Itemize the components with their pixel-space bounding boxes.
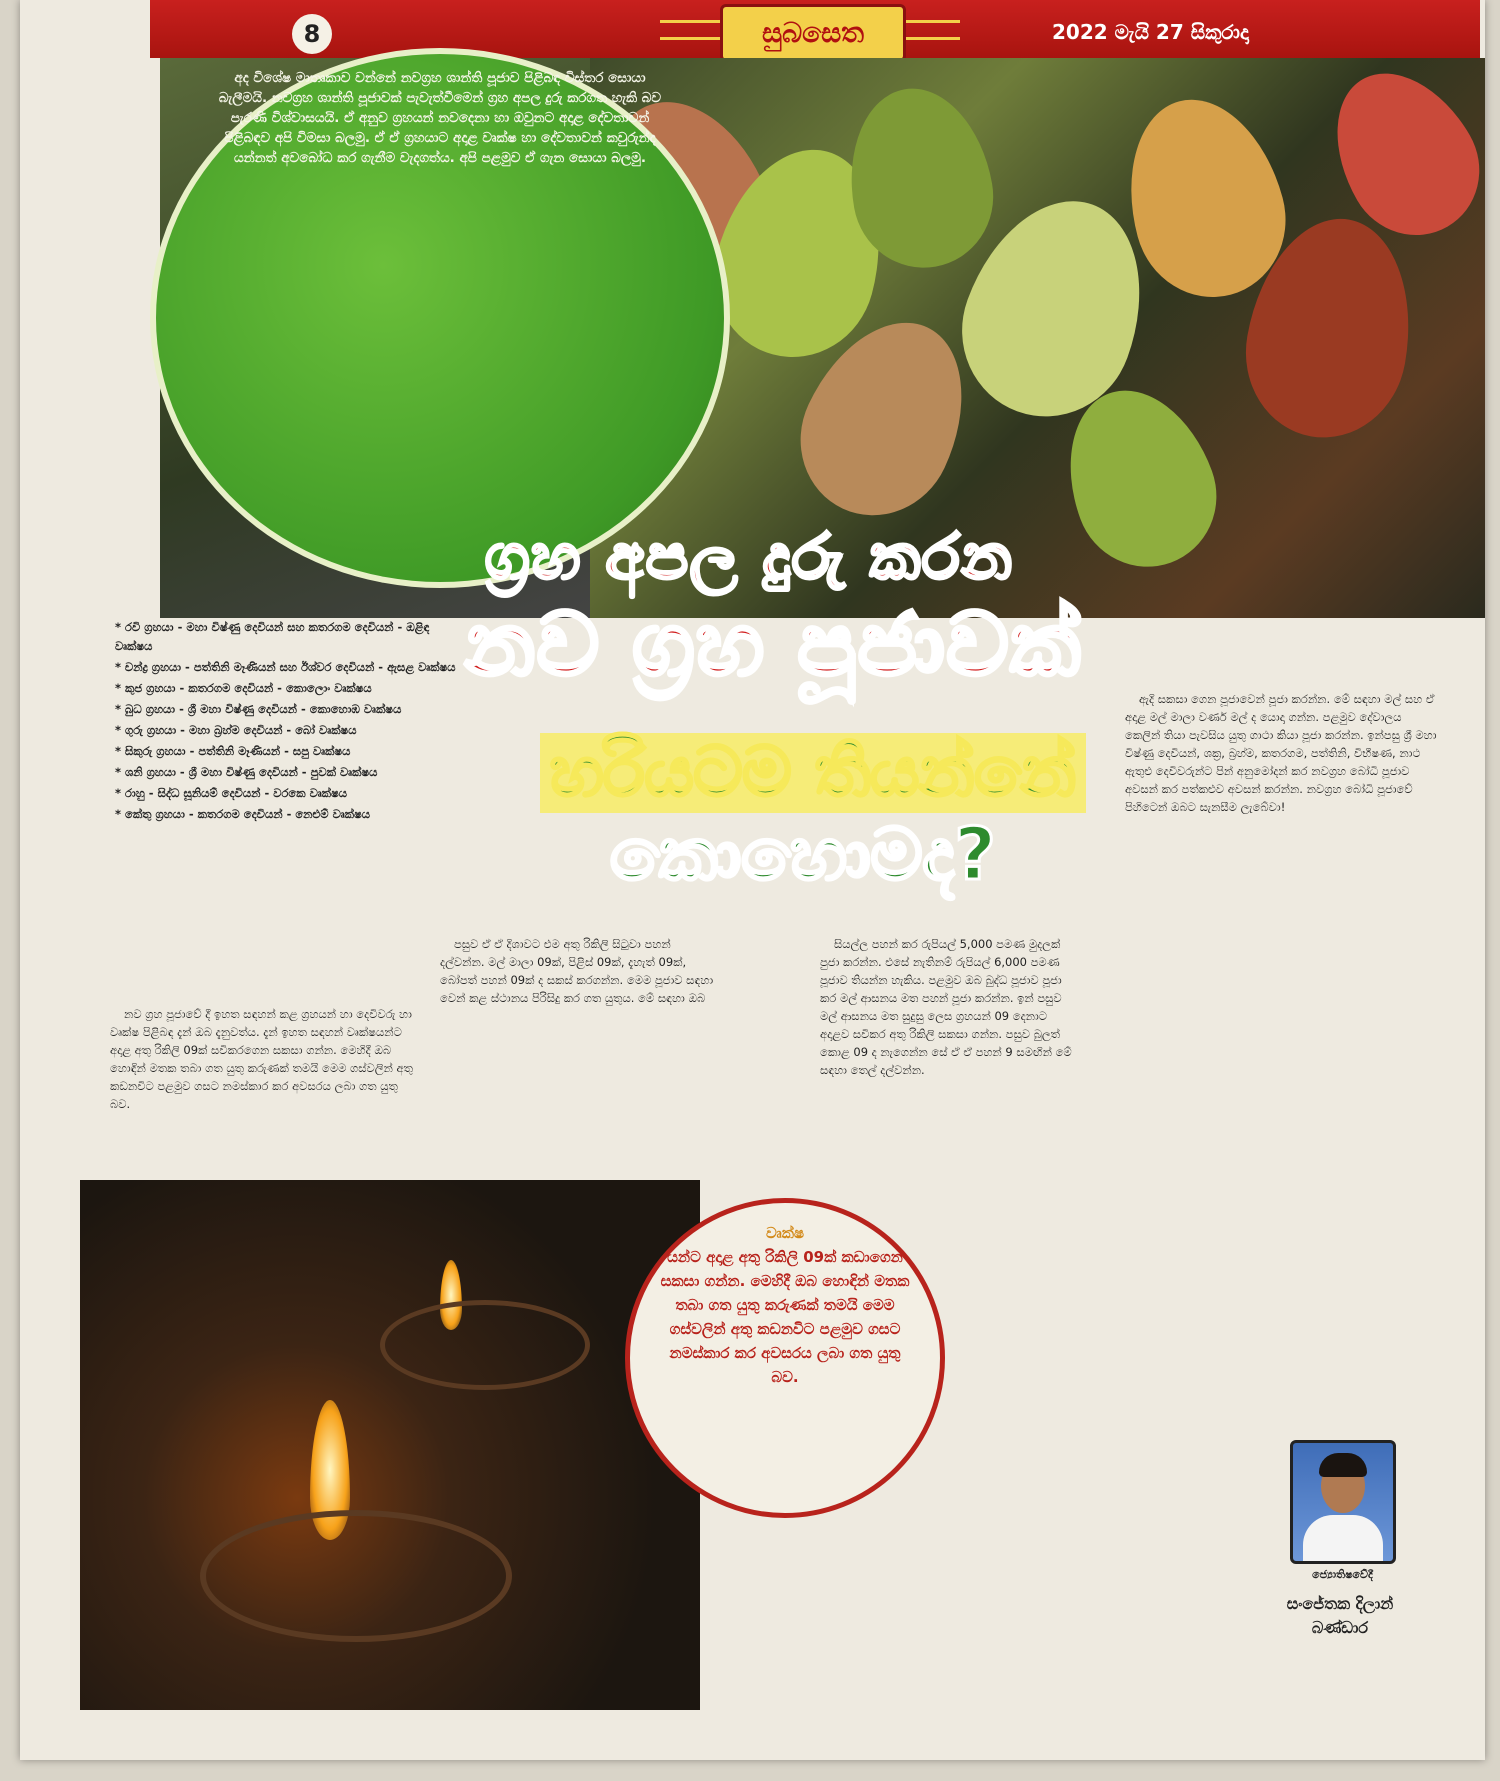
page-number: 8 xyxy=(292,14,332,54)
headline-line-3: හරියටම තියන්නේ xyxy=(540,733,1086,813)
author-role: ජ්‍යොතිෂවේදී xyxy=(1312,1568,1373,1581)
headline-line-2: නව ග්‍රහ පූජාවක් xyxy=(465,595,1083,695)
newspaper-logo: සුබසෙත xyxy=(720,4,906,62)
ornament-left xyxy=(660,20,720,40)
list-item: * චන්ද්‍ර ග්‍රහයා - පත්තිනි මෑණියන් සහ ඊශ්වර දෙවියන් - ඇසළ වෘක්ෂය xyxy=(115,660,456,674)
list-item: * ශනි ග්‍රහයා - ශ්‍රී මහා විෂ්ණු දෙවියන් - පුවක් වෘක්ෂය xyxy=(115,765,378,779)
author-name-line-2: බණ්ඩාර xyxy=(1311,1618,1369,1637)
pull-quote-text: යන්ට අදාළ අතු රිකිලි 09ක් කඩාගෙන සකසා ගන්න. මෙහිදී ඔබ හොඳින් මතක තබා ගත යුතු කරුණක් තමයි මෙම ගස්වලින් අතු කඩනවිට පළමුව ගසට නමස්කාර කර අවසරය ලබා ගත යුතු බව. xyxy=(660,1248,910,1386)
headline-line-1: ග්‍රහ අපල දුරු කරන xyxy=(485,520,1014,593)
body-column-2 xyxy=(440,935,715,1205)
body-column-4 xyxy=(1125,690,1440,1410)
ornament-right xyxy=(900,20,960,40)
author-name-line-1: සංජේතක දිලාන් xyxy=(1286,1594,1394,1613)
newspaper-page xyxy=(20,0,1485,1760)
oil-lamps-photo xyxy=(80,1180,700,1710)
headline-line-4: කොහොමද? xyxy=(610,812,997,896)
paragraph: නව ග්‍රහ පූජාවේ දී ඉහත සඳහන් කළ ග්‍රහයන් හා දෙවිවරු හා වෘක්ෂ පිළිබඳ දැන් ඔබ දැනුවත්ය. දැන් ඉහත සඳහන් වෘක්ෂයන්ට අදාළ අතු රිකිලි 09ක් සවිකරගෙන සකසා ගන්න. මෙහිදී ඔබ හොඳින් මතක තබා ගත යුතු කරුණක් තමයි මෙම ගස්වලින් අතු කඩනවිට පළමුව ගසට නමස්කාර කර අවසරය ලබා ගත යුතු බව. xyxy=(110,1007,413,1111)
list-item: * රවි ග්‍රහයා - මහා විෂ්ණු දෙවියන් සහ කතරගම දෙවියන් - ඔළිඳ වෘක්ෂය xyxy=(115,620,430,653)
planet-list xyxy=(115,618,465,958)
list-item: * කුජ ග්‍රහයා - කතරගම දෙවියන් - කොලොං වෘක්ෂය xyxy=(115,681,372,695)
pull-quote xyxy=(625,1198,945,1518)
list-item: * ගුරු ග්‍රහයා - මහා බ්‍රහ්ම දෙවියන් - බෝ වෘක්ෂය xyxy=(115,723,357,737)
issue-date: 2022 මැයි 27 සිකුරාදා xyxy=(1052,20,1249,44)
paragraph: පසුව ඒ ඒ දිශාවට එම අතු රිකිලි සිටුවා පහන් දල්වන්න. මල් මාලා 09ක්, පිළිස් 09ක්, දැහැත් 09ක්, බෝපත් පහන් 09ක් ද සකස් කරගන්න. මෙම පූජාව සඳහා වෙන් කළ ස්ථානය පිරිසිදු කර ගත යුතුය. මේ සඳහා ඔබ xyxy=(440,937,714,1005)
paragraph: ඇදි සකසා ගෙන පූජාවෙන් පූජා කරන්න. මේ සඳහා මල් සහ ඒ අදාළ මල් මාලා වර්ණ මල් ද යොදා ගන්න. පළමුව දේවාලය කෙලින් තියා පැවසිය යුතු ගාථා කියා පූජා කරන්න. ඉන්පසු ශ්‍රී මහා විෂ්ණු දෙවියන්, ශක්‍ර, බ්‍රහ්ම, කතරගම, පත්තිනි, විභීෂණ, නාථ ඇතුළු දෙවිවරුන්ට පින් අනුමෝදන් කර නවග්‍රහ බෝධි පූජාව අවසන් කර පත්කළුව අවසන් කරන්න. නවග්‍රහ බෝධි පූජාවේ පිහිටෙන් ඔබට සැනසීම ලැබේවා! xyxy=(1125,692,1437,814)
author-name xyxy=(1240,1592,1440,1640)
paragraph: සියල්ල පහන් කර රුපියල් 5,000 පමණ මුදලක් පුජා කරන්න. එසේ නැතිනම් රුපියල් 6,000 පමණ පූජාව තියන්න හැකිය. පළමුව ඔබ බුද්ධ පූජාව පූජා කර මල් ආසනය මත පහන් පූජා කරන්න. ඉන් පසුව මල් ආසනය මත සුදුසු ලෙස ග්‍රහයන් 09 දෙනාට අදාළව සවිකර අතු රිකිලි සකසා ගන්න. පසුව බුලත් කොළ 09 ද නැගෙන්න සේ ඒ ඒ පහන් 9 සමඟින් මේ සඳහා තෙල් දල්වන්න. xyxy=(820,937,1072,1077)
author-photo xyxy=(1290,1440,1396,1564)
list-item: * රාහු - සිද්ධ සූනියම් දෙවියන් - වරකෙ වෘක්ෂය xyxy=(115,786,348,800)
list-item: * කේතු ග්‍රහයා - කතරගම දෙවියන් - නෙළුම් වෘක්ෂය xyxy=(115,807,371,821)
list-item: * සිකුරු ග්‍රහයා - පත්තිනි මෑණියන් - සපු වෘක්ෂය xyxy=(115,744,351,758)
list-item: * බුධ ග්‍රහයා - ශ්‍රී මහා විෂ්ණු දෙවියන් - කොහොඹ වෘක්ෂය xyxy=(115,702,402,716)
intro-text: අද විශේෂ මාතෘකාව වන්නේ නවග්‍රහ ශාන්ති පූජාව පිළිබඳ විස්තර සොයා බැලීමයි. නවග්‍රහ ශාන්ති පූජාවක් පැවැත්වීමෙන් ග්‍රහ අපල දුරු කරගත හැකි බව පැරණි විශ්වාසයයි. ඒ අනුව ග්‍රහයන් නවදෙනා හා ඔවුනට අදාළ දේවතාවන් පිළිබඳව අපි විමසා බලමු. ඒ ඒ ග්‍රහයාට අදාළ වෘක්ෂ හා දේවතාවන් කවුරුන්ද යන්නත් අවබෝධ කර ගැනීම වැදගත්ය. අපි පළමුව ඒ ගැන සොයා බලමු. xyxy=(218,70,662,166)
pull-quote-title: වෘක්ෂ xyxy=(765,1224,805,1242)
